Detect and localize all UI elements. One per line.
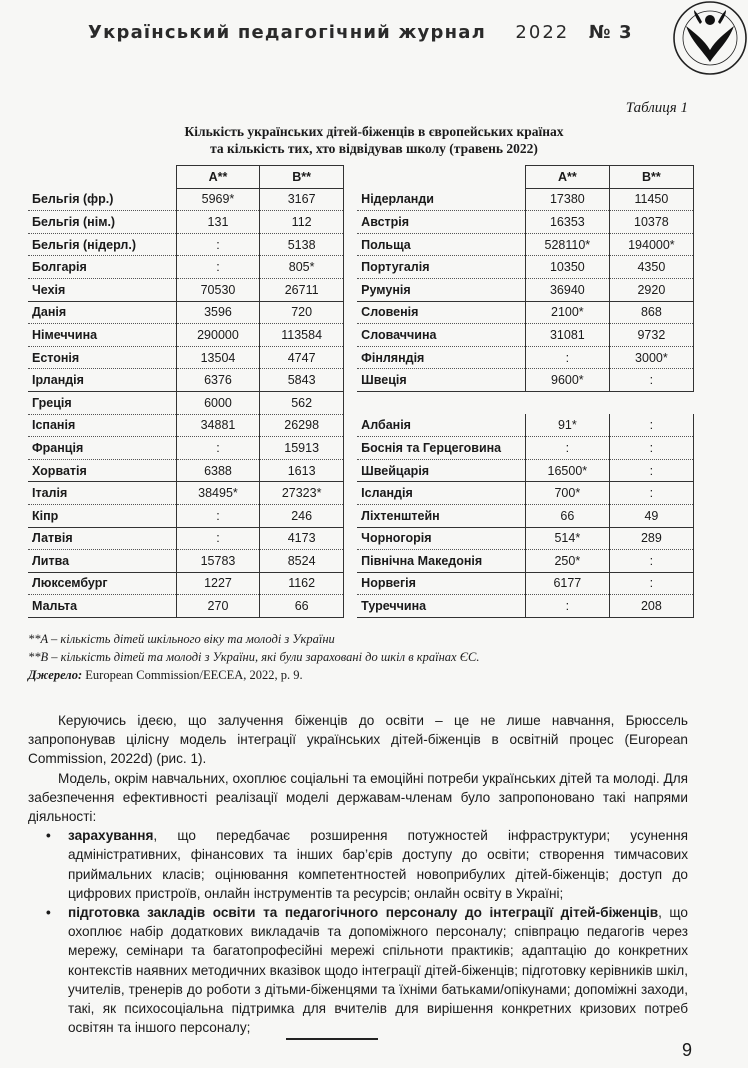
- table-row: [28, 414, 694, 437]
- note-a: **A – кількість дітей шкільного віку та молоді з України: [28, 632, 335, 646]
- value-b-right: 868: [609, 301, 693, 324]
- value-b-right: 289: [609, 527, 693, 550]
- value-a-right: 66: [525, 504, 609, 527]
- value-a-left: :: [176, 437, 260, 460]
- value-b-right: 194000*: [609, 233, 693, 256]
- value-b-left: 26298: [260, 414, 344, 437]
- page-number: 9: [681, 1040, 692, 1060]
- value-b-left: 27323*: [260, 482, 344, 505]
- country-left: Німеччина: [28, 324, 176, 347]
- country-right: Норвегія: [357, 572, 525, 595]
- directions-list: [28, 826, 688, 1037]
- value-b-right: :: [609, 550, 693, 573]
- value-b-right: :: [609, 414, 693, 437]
- value-a-left: 1227: [176, 572, 260, 595]
- source-label: Джерело:: [28, 668, 83, 682]
- country-left: Бельгія (фр.): [28, 188, 176, 211]
- table-row: [28, 324, 694, 347]
- list-item: [68, 903, 688, 1037]
- country-right: Австрія: [357, 211, 525, 234]
- value-b-right: :: [609, 437, 693, 460]
- value-b-left: 5843: [260, 369, 344, 392]
- value-b-left: 4173: [260, 527, 344, 550]
- value-b-left: 113584: [260, 324, 344, 347]
- value-a-right: 17380: [525, 188, 609, 211]
- country-left: Бельгія (нім.): [28, 211, 176, 234]
- value-a-left: 38495*: [176, 482, 260, 505]
- value-b-left: 720: [260, 301, 344, 324]
- value-a-left: 13504: [176, 346, 260, 369]
- value-b-left: 3167: [260, 188, 344, 211]
- table-notes: [28, 630, 480, 684]
- body-text: [28, 711, 688, 1037]
- bullet-2-bold: підготовка закладів освіти та педагогічного персоналу до інтеграції дітей-біженців: [68, 905, 659, 921]
- paragraph-2: Модель, окрім навчальних, охоплює соціальні та емоційні потреби українських дітей та молоді. Для забезпечення ефективності реалізації моделі державам-членам було запропоновано такі напрями діяльності:: [28, 770, 688, 825]
- value-b-left: 66: [260, 595, 344, 618]
- country-left: Бельгія (нідерл.): [28, 233, 176, 256]
- value-a-left: 6388: [176, 459, 260, 482]
- column-header-a: A**: [176, 166, 260, 189]
- table-row: [28, 504, 694, 527]
- value-b-right: :: [609, 459, 693, 482]
- table-row: [28, 278, 694, 301]
- country-right: Ісландія: [357, 482, 525, 505]
- country-right: Туреччина: [357, 595, 525, 618]
- value-b-left: 246: [260, 504, 344, 527]
- value-a-left: 15783: [176, 550, 260, 573]
- source-note: [28, 666, 480, 684]
- table-row: [28, 459, 694, 482]
- value-b-right: :: [609, 482, 693, 505]
- column-header-a-right: A**: [525, 166, 609, 189]
- country-left: Чехія: [28, 278, 176, 301]
- country-left: Франція: [28, 437, 176, 460]
- country-right: Фінляндія: [357, 346, 525, 369]
- list-item: [68, 826, 688, 903]
- journal-header: [88, 22, 633, 43]
- table-row: [28, 301, 694, 324]
- table-label: Таблиця 1: [625, 100, 688, 116]
- value-b-left: 805*: [260, 256, 344, 279]
- value-a-right: 91*: [525, 414, 609, 437]
- value-b-right: 9732: [609, 324, 693, 347]
- bullet-2-text: , що охоплює набір додаткових викладачів та допоміжного персоналу; співпрацю педагогів через мережу, семінари та багатопрофесійні мережі спільноти практиків; адаптацію до конкретних контекстів наявних методичних вказівок щодо інтеграції дітей-біженців; підготовку керівників шкіл, учителів, тренерів до роботи з дітьми-біженцями та їхніми батьками/опікунами; допоміжні заходи, такі, як психосоціальна підтримка для вчителів для вирішення конкретних кризових потреб освітян та іншого персоналу;: [68, 905, 688, 1036]
- country-right: Португалія: [357, 256, 525, 279]
- value-b-left: 15913: [260, 437, 344, 460]
- table-row: [28, 482, 694, 505]
- value-b-right: 49: [609, 504, 693, 527]
- country-left: Іспанія: [28, 414, 176, 437]
- table-row: [28, 391, 694, 414]
- value-a-left: 70530: [176, 278, 260, 301]
- table-row: [28, 595, 694, 618]
- country-right: Словенія: [357, 301, 525, 324]
- country-right: Швейцарія: [357, 459, 525, 482]
- country-left: Данія: [28, 301, 176, 324]
- value-a-left: 270: [176, 595, 260, 618]
- value-a-left: :: [176, 527, 260, 550]
- country-right: Боснія та Герцеговина: [357, 437, 525, 460]
- value-a-right: [525, 391, 609, 414]
- table-row: [28, 188, 694, 211]
- value-a-right: 9600*: [525, 369, 609, 392]
- bullet-1-bold: зарахування: [68, 828, 154, 844]
- table-row: [28, 256, 694, 279]
- institute-logo-icon: [660, 0, 748, 82]
- value-a-left: 5969*: [176, 188, 260, 211]
- country-right: Польща: [357, 233, 525, 256]
- value-a-right: 528110*: [525, 233, 609, 256]
- country-right: [357, 391, 525, 414]
- value-a-left: 6000: [176, 391, 260, 414]
- table-row: [28, 346, 694, 369]
- country-left: Ірландія: [28, 369, 176, 392]
- country-left: Литва: [28, 550, 176, 573]
- value-a-left: 34881: [176, 414, 260, 437]
- column-header-b: B**: [260, 166, 344, 189]
- table-caption-line1: Кількість українських дітей-біженців в європейських країнах: [184, 124, 564, 139]
- table-row: [28, 211, 694, 234]
- value-b-right: 3000*: [609, 346, 693, 369]
- country-right: Нідерланди: [357, 188, 525, 211]
- country-right: Північна Македонія: [357, 550, 525, 573]
- table-row: [28, 527, 694, 550]
- column-header-b-right: B**: [609, 166, 693, 189]
- table-caption: [0, 123, 748, 157]
- value-a-left: 290000: [176, 324, 260, 347]
- journal-title: Український педагогічний журнал: [88, 22, 486, 43]
- country-left: Греція: [28, 391, 176, 414]
- value-a-right: 514*: [525, 527, 609, 550]
- country-left: Кіпр: [28, 504, 176, 527]
- value-b-right: :: [609, 369, 693, 392]
- country-right: Ліхтенштейн: [357, 504, 525, 527]
- value-a-right: :: [525, 437, 609, 460]
- value-a-left: 131: [176, 211, 260, 234]
- value-b-right: 4350: [609, 256, 693, 279]
- table-row: [28, 369, 694, 392]
- value-a-left: 6376: [176, 369, 260, 392]
- value-a-right: :: [525, 595, 609, 618]
- country-right: Швеція: [357, 369, 525, 392]
- table-row: [28, 437, 694, 460]
- value-a-right: 2100*: [525, 301, 609, 324]
- country-left: Естонія: [28, 346, 176, 369]
- paragraph-1: Керуючись ідеєю, що залучення біженців до освіти – це не лише навчання, Брюссель запропонував цілісну модель інтеграції українських дітей-біженців в освітній процес (European Commission, 2022d) (рис. 1).: [28, 713, 688, 767]
- country-left: Хорватія: [28, 459, 176, 482]
- value-a-right: :: [525, 346, 609, 369]
- table-row: [28, 572, 694, 595]
- value-b-right: 11450: [609, 188, 693, 211]
- value-a-right: 31081: [525, 324, 609, 347]
- value-a-left: 3596: [176, 301, 260, 324]
- value-a-right: 6177: [525, 572, 609, 595]
- value-b-left: 1162: [260, 572, 344, 595]
- value-a-left: :: [176, 256, 260, 279]
- value-b-left: 562: [260, 391, 344, 414]
- value-b-right: 2920: [609, 278, 693, 301]
- value-a-left: :: [176, 233, 260, 256]
- value-b-left: 1613: [260, 459, 344, 482]
- value-a-left: :: [176, 504, 260, 527]
- country-right: Чорногорія: [357, 527, 525, 550]
- table-row: [28, 233, 694, 256]
- value-a-right: 700*: [525, 482, 609, 505]
- value-b-right: [609, 391, 693, 414]
- note-b: **B – кількість дітей та молоді з України, які були зараховані до шкіл в країнах ЄС.: [28, 650, 480, 664]
- value-b-right: 10378: [609, 211, 693, 234]
- value-b-left: 5138: [260, 233, 344, 256]
- country-right: Албанія: [357, 414, 525, 437]
- journal-issue: № 3: [588, 22, 633, 43]
- value-a-right: 16353: [525, 211, 609, 234]
- value-a-right: 16500*: [525, 459, 609, 482]
- value-a-right: 36940: [525, 278, 609, 301]
- table-header-row: [28, 166, 694, 189]
- value-a-right: 10350: [525, 256, 609, 279]
- footer-divider: [286, 1038, 378, 1040]
- country-left: Люксембург: [28, 572, 176, 595]
- value-a-right: 250*: [525, 550, 609, 573]
- value-b-right: 208: [609, 595, 693, 618]
- value-b-left: 4747: [260, 346, 344, 369]
- country-left: Мальта: [28, 595, 176, 618]
- country-right: Словаччина: [357, 324, 525, 347]
- country-left: Болгарія: [28, 256, 176, 279]
- refugee-children-table: [28, 165, 694, 618]
- country-right: Румунія: [357, 278, 525, 301]
- country-left: Італія: [28, 482, 176, 505]
- journal-year: 2022: [515, 22, 570, 43]
- country-left: Латвія: [28, 527, 176, 550]
- bullet-1-text: , що передбачає розширення потужностей інфраструктури; усунення адміністративних, фінансових та інших бар’єрів доступу до освіти; створення тимчасових приймальних класів; оцінювання компетентностей новоприбулих дітей-біженців; доступ до цифрових пристроїв, онлайн інструментів та ресурсів; онлайн освіту в Україні;: [68, 828, 688, 901]
- source-text: European Commission/EECEA, 2022, p. 9.: [82, 668, 303, 682]
- value-b-left: 26711: [260, 278, 344, 301]
- table-row: [28, 550, 694, 573]
- value-b-left: 8524: [260, 550, 344, 573]
- table-caption-line2: та кількість тих, хто відвідував школу (травень 2022): [210, 141, 538, 156]
- value-b-left: 112: [260, 211, 344, 234]
- value-b-right: :: [609, 572, 693, 595]
